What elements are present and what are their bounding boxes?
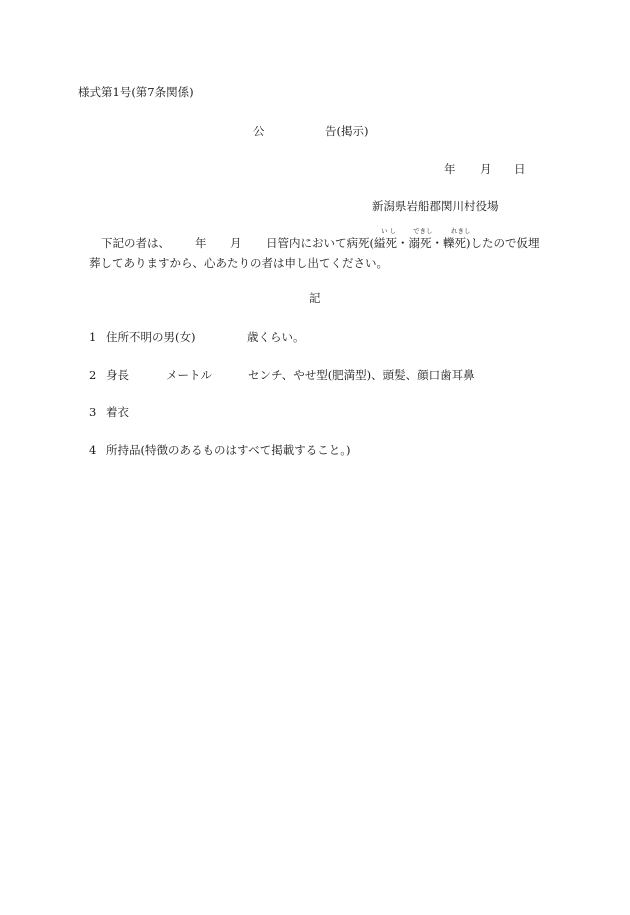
ruby-ishi: い し bbox=[381, 227, 397, 235]
issuer-name: 新潟県岩船郡関川村役場 bbox=[372, 199, 499, 213]
item-2-description: センチ、やせ型(肥満型)、頭髪、顔口歯耳鼻 bbox=[248, 368, 475, 382]
body-line2: 葬してありますから、心あたりの者は申し出てください。 bbox=[89, 256, 388, 270]
date-month: 月 bbox=[480, 162, 492, 176]
ruby-rekishi: れきし bbox=[451, 227, 471, 235]
body-line1-start: 下記の者は、 bbox=[101, 236, 170, 250]
item-4-number: 4 bbox=[89, 443, 97, 457]
date-year: 年 bbox=[444, 162, 456, 176]
item-1-number: 1 bbox=[89, 330, 97, 344]
item-3-number: 3 bbox=[89, 405, 97, 419]
body-line1-day-text: 日管内において病死( bbox=[266, 236, 374, 250]
body-line1-year: 年 bbox=[195, 236, 207, 250]
item-3-clothing: 着衣 bbox=[106, 405, 129, 419]
body-line1-month: 月 bbox=[230, 236, 242, 250]
cause-dekishi: 溺死 bbox=[408, 236, 432, 250]
notice-title-right: 告(掲示) bbox=[325, 124, 369, 138]
body-line1-end: )したので仮埋 bbox=[466, 236, 540, 250]
separator-1: ・ bbox=[397, 236, 409, 250]
ki-heading: 記 bbox=[309, 291, 321, 305]
separator-2: ・ bbox=[431, 236, 443, 250]
form-label: 様式第1号(第7条関係) bbox=[78, 85, 194, 99]
notice-title-left: 公 bbox=[253, 124, 265, 138]
cause-rekishi: 轢死 bbox=[443, 236, 466, 250]
date-day: 日 bbox=[514, 162, 526, 176]
item-2-number: 2 bbox=[89, 368, 97, 382]
body-line1-rest bbox=[266, 237, 540, 251]
ruby-dekishi: できし bbox=[413, 227, 433, 235]
item-2-height-label: 身長 bbox=[106, 368, 129, 382]
item-4-belongings: 所持品(特徴のあるものはすべて掲載すること。) bbox=[106, 443, 351, 457]
item-2-meter: メートル bbox=[166, 368, 212, 382]
cause-ishi: 縊死 bbox=[374, 236, 397, 250]
item-1-text: 住所不明の男(女) bbox=[106, 330, 196, 344]
item-1-age: 歳くらい。 bbox=[247, 330, 305, 344]
